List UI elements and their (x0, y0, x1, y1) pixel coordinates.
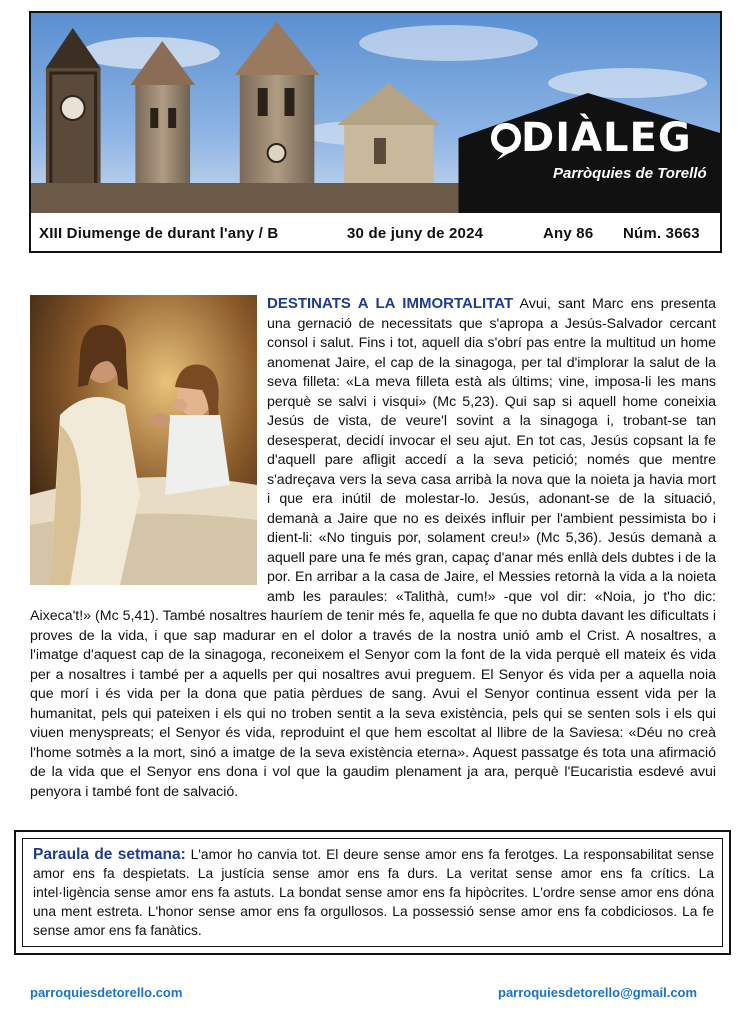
liturgical-sunday: XIII Diumenge de durant l'any / B (39, 225, 279, 242)
masthead (29, 11, 722, 253)
article-headline: DESTINATS A LA IMMORTALITAT (267, 295, 514, 312)
article-body: Avui, sant Marc ens presenta una gernació de necessitats que s'apropa a Jesús-Salvador cercant consol i salut. Fins i tot, aquell dia s'obrí pas entre la multitud un home anomenat Jaire, el cap de la sinagoga, per tal d'implorar la salut de la seva filleta: «La meva filleta està als últims; vine, imposa-li les mans perquè se salvi i visqui» (Mc 5,23). Qui sap si aquell home coneixia Jesús de vista, de veure'l sovint a la sinagoga i, trobant-se tan desesperat, decidí invocar el seu ajut. En tot cas, Jesús copsant la fe d'aquell pare afligit accedí a la seva petició; només que mentre s'adreçava vers la seva casa arribà la nova que la noieta ja havia mort i que era inútil de molestar-lo. Jesús, adonant-se de la situació, demanà a Jaire que no es deixés influir per l'ambient pessimista bo i dient-li: «No tinguis por, solament creu!» (Mc 5,36). Jesús demanà a aquell pare una fe més gran, capaç d'anar més enllà dels dubtes i de la por. En arribar a la casa de Jaire, el Messies retornà la vida a la noieta amb les paraules: «Talithà, cum!» -que vol dir: «Noia, jo t'ho dic: Aixeca't!» (Mc 5,41). També nosaltres hauríem de tenir més fe, aquella fe que no dubta davant les dificultats i proves de la vida, i que sap madurar en el dolor a través de la nostra unió amb el Crist. A nosaltres, a l'imatge d'aquest cap de la sinagoga, reconeixem el Senyor com la font de la vida perquè ell mateix és vida per a nosaltres i també per a aquells per qui nosaltres avui preguem. El Senyor és vida per a aquella noia que morí i és vida per la dona que patia pèrdues de sang. Avui el Senyor continua essent vida per la humanitat, pels qui pateixen i els qui no troben sentit a la seva existència, pels qui se senten sols i els qui viuen menyspreats; el Senyor és vida, reproduint el que hem escoltat al llibre de la Saviesa: «Déu no creà l'home sotmès a la mort, sinó a imatge de la seva existència eterna». Aquest passatge és tota una afirmació de la vida que el Senyor ens dona i vol que la gaudim plenament ja ara, perquè l'Eucaristia esdevé avui penyora i també font de salvació. (30, 296, 716, 800)
photo-float-spacer (30, 294, 267, 590)
main-article (30, 294, 716, 802)
dialeg-logo (461, 103, 722, 213)
paraula-text: L'amor ho canvia tot. El deure sense amor ens fa ferotges. La responsabilitat sense amor ens fa despietats. La justícia sense amor ens fa durs. La veritat sense amor ens fa crítics. La intel·ligència sense amor ens fa astuts. La bondat sense amor ens fa hipòcrites. L'ordre sense amor ens dóna una ment estreta. L'honor sense amor ens fa orgullosos. La possessió sense amor ens fa cobdiciosos. La fe sense amor ens fa fanàtics. (33, 847, 714, 938)
paraula-title: Paraula de setmana: (33, 846, 186, 863)
issue-year: Any 86 (543, 225, 594, 242)
issue-number: Núm. 3663 (623, 225, 700, 242)
footer-email-link[interactable]: parroquiesdetorello@gmail.com (498, 985, 698, 1000)
speech-bubble-icon (489, 121, 523, 161)
issue-info-bar (31, 216, 720, 253)
footer-website-link[interactable]: parroquiesdetorello.com (30, 985, 183, 1000)
logo-subtitle: Parròquies de Torelló (553, 165, 707, 182)
paraula-de-setmana-box (14, 830, 731, 955)
paraula-inner (22, 838, 723, 947)
logo-title: DIÀLEG (521, 115, 692, 161)
issue-date: 30 de juny de 2024 (347, 225, 484, 242)
